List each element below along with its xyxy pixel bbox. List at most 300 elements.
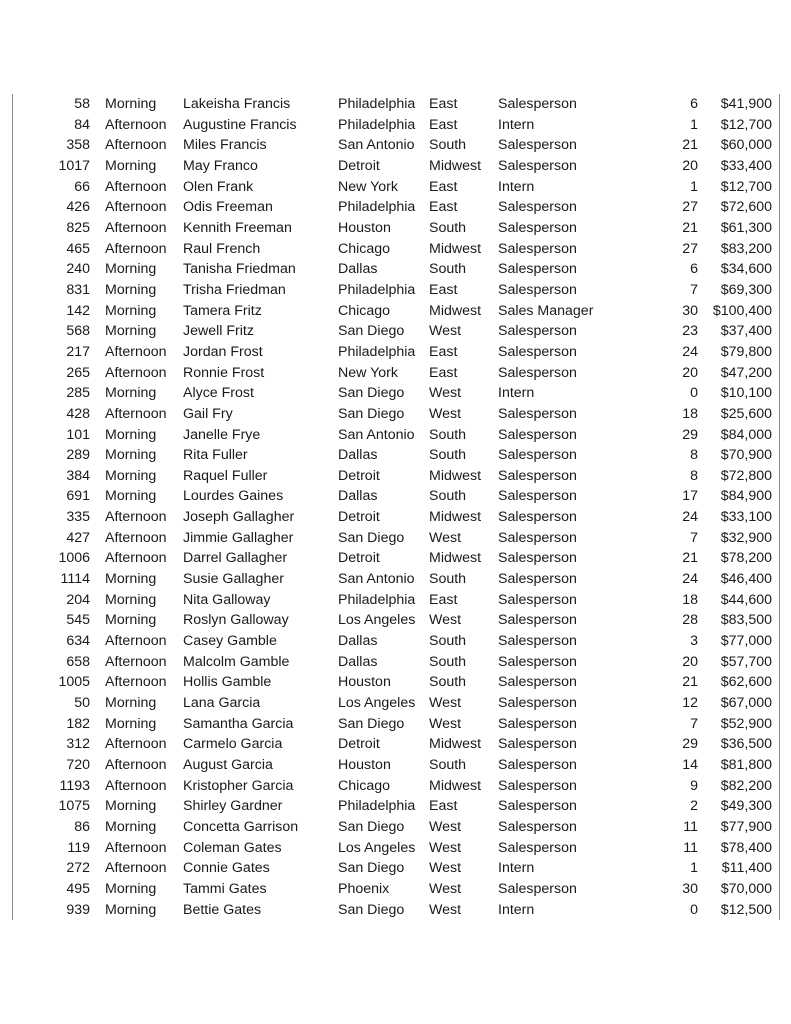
employee-id-cell: 568 [66, 323, 90, 340]
city-cell: San Antonio [338, 137, 415, 154]
region-cell: East [429, 798, 458, 815]
name-cell: Samantha Garcia [183, 715, 294, 732]
region-cell: South [429, 447, 467, 464]
shift-cell: Afternoon [105, 137, 167, 154]
table-row [13, 383, 779, 404]
city-cell: Dallas [338, 447, 378, 464]
years-cell: 17 [682, 488, 698, 505]
name-cell: Kristopher Garcia [183, 777, 294, 794]
table-row [13, 796, 779, 817]
years-cell: 23 [682, 323, 698, 340]
title-cell: Salesperson [498, 633, 577, 650]
name-cell: Rita Fuller [183, 447, 248, 464]
shift-cell: Afternoon [105, 839, 167, 856]
name-cell: Roslyn Galloway [183, 612, 289, 629]
title-cell: Intern [498, 178, 535, 195]
salary-cell: $83,500 [720, 612, 772, 629]
employee-id-cell: 182 [66, 715, 90, 732]
table-row [13, 590, 779, 611]
employee-id-cell: 384 [66, 467, 90, 484]
years-cell: 28 [682, 612, 698, 629]
shift-cell: Morning [105, 612, 157, 629]
employee-id-cell: 272 [66, 860, 90, 877]
salary-cell: $61,300 [720, 219, 772, 236]
table-row [13, 528, 779, 549]
city-cell: Detroit [338, 509, 380, 526]
region-cell: East [429, 364, 458, 381]
years-cell: 3 [690, 633, 698, 650]
table-row [13, 693, 779, 714]
region-cell: East [429, 178, 458, 195]
region-cell: West [429, 385, 462, 402]
employee-id-cell: 1006 [58, 550, 90, 567]
region-cell: South [429, 653, 467, 670]
table-row [13, 404, 779, 425]
years-cell: 30 [682, 302, 698, 319]
employee-id-cell: 1017 [58, 157, 90, 174]
city-cell: Philadelphia [338, 591, 416, 608]
employee-id-cell: 285 [66, 385, 90, 402]
name-cell: Olen Frank [183, 178, 254, 195]
salary-cell: $62,600 [720, 674, 772, 691]
table-row [13, 342, 779, 363]
title-cell: Intern [498, 116, 535, 133]
shift-cell: Afternoon [105, 116, 167, 133]
title-cell: Intern [498, 385, 535, 402]
city-cell: Chicago [338, 240, 391, 257]
name-cell: Miles Francis [183, 137, 267, 154]
table-row [13, 363, 779, 384]
employee-id-cell: 142 [66, 302, 90, 319]
name-cell: Susie Gallagher [183, 571, 284, 588]
years-cell: 21 [682, 550, 698, 567]
employee-id-cell: 427 [66, 529, 90, 546]
years-cell: 30 [682, 880, 698, 897]
years-cell: 20 [682, 653, 698, 670]
title-cell: Salesperson [498, 426, 577, 443]
city-cell: Philadelphia [338, 96, 416, 112]
city-cell: Detroit [338, 550, 380, 567]
city-cell: Philadelphia [338, 199, 416, 216]
title-cell: Salesperson [498, 281, 577, 298]
title-cell: Salesperson [498, 96, 577, 112]
region-cell: South [429, 674, 467, 691]
city-cell: San Diego [338, 860, 405, 877]
title-cell: Salesperson [498, 323, 577, 340]
shift-cell: Afternoon [105, 529, 167, 546]
salary-cell: $77,000 [720, 633, 772, 650]
city-cell: Los Angeles [338, 612, 416, 629]
city-cell: Dallas [338, 633, 378, 650]
region-cell: Midwest [429, 509, 482, 526]
employee-id-cell: 831 [66, 281, 90, 298]
city-cell: Detroit [338, 467, 380, 484]
table-row [13, 569, 779, 590]
salary-cell: $57,700 [720, 653, 772, 670]
table-row [13, 817, 779, 838]
shift-cell: Morning [105, 447, 157, 464]
region-cell: West [429, 695, 462, 712]
employee-id-cell: 691 [66, 488, 90, 505]
years-cell: 9 [690, 777, 698, 794]
title-cell: Salesperson [498, 488, 577, 505]
title-cell: Salesperson [498, 736, 577, 753]
employee-id-cell: 358 [66, 137, 90, 154]
name-cell: Tamera Fritz [183, 302, 262, 319]
name-cell: Janelle Frye [183, 426, 261, 443]
shift-cell: Afternoon [105, 509, 167, 526]
shift-cell: Morning [105, 591, 157, 608]
name-cell: Hollis Gamble [183, 674, 272, 691]
city-cell: Los Angeles [338, 839, 416, 856]
shift-cell: Morning [105, 488, 157, 505]
city-cell: Detroit [338, 736, 380, 753]
years-cell: 1 [690, 178, 698, 195]
salary-cell: $100,400 [712, 302, 772, 319]
name-cell: Concetta Garrison [183, 818, 299, 835]
name-cell: Carmelo Garcia [183, 736, 283, 753]
salary-cell: $84,000 [720, 426, 772, 443]
title-cell: Salesperson [498, 591, 577, 608]
shift-cell: Morning [105, 880, 157, 897]
shift-cell: Morning [105, 798, 157, 815]
city-cell: Chicago [338, 302, 391, 319]
shift-cell: Afternoon [105, 736, 167, 753]
salary-cell: $79,800 [720, 343, 772, 360]
name-cell: Raul French [183, 240, 261, 257]
table-row [13, 755, 779, 776]
salary-cell: $72,600 [720, 199, 772, 216]
region-cell: Midwest [429, 157, 482, 174]
table-row [13, 714, 779, 735]
table-row [13, 156, 779, 177]
years-cell: 2 [690, 798, 698, 815]
name-cell: Joseph Gallagher [183, 509, 295, 526]
employee-id-cell: 1114 [60, 571, 90, 588]
title-cell: Salesperson [498, 343, 577, 360]
shift-cell: Morning [105, 571, 157, 588]
title-cell: Salesperson [498, 137, 577, 154]
shift-cell: Afternoon [105, 633, 167, 650]
title-cell: Salesperson [498, 757, 577, 773]
region-cell: East [429, 281, 458, 298]
title-cell: Salesperson [498, 364, 577, 381]
city-cell: Houston [338, 757, 391, 773]
table-row [13, 858, 779, 879]
years-cell: 7 [690, 281, 698, 298]
salary-cell: $33,100 [720, 509, 772, 526]
region-cell: West [429, 860, 462, 877]
table-row [13, 631, 779, 652]
shift-cell: Morning [105, 323, 157, 340]
years-cell: 24 [682, 343, 698, 360]
name-cell: Jewell Fritz [183, 323, 254, 340]
shift-cell: Afternoon [105, 178, 167, 195]
name-cell: Jimmie Gallagher [183, 529, 294, 546]
years-cell: 1 [690, 860, 698, 877]
employee-id-cell: 50 [74, 695, 90, 712]
years-cell: 11 [683, 818, 698, 835]
shift-cell: Afternoon [105, 199, 167, 216]
title-cell: Salesperson [498, 571, 577, 588]
shift-cell: Afternoon [105, 674, 167, 691]
salary-cell: $82,200 [720, 777, 772, 794]
salary-cell: $33,400 [720, 157, 772, 174]
years-cell: 7 [690, 715, 698, 732]
table-row [13, 776, 779, 797]
city-cell: New York [338, 364, 398, 381]
table-row [13, 610, 779, 631]
table-row [13, 548, 779, 569]
years-cell: 14 [682, 757, 698, 773]
shift-cell: Afternoon [105, 240, 167, 257]
salary-cell: $67,000 [720, 695, 772, 712]
title-cell: Salesperson [498, 674, 577, 691]
salary-cell: $83,200 [720, 240, 772, 257]
employee-id-cell: 465 [66, 240, 90, 257]
city-cell: Chicago [338, 777, 391, 794]
employee-id-cell: 1193 [59, 777, 90, 794]
years-cell: 29 [682, 426, 698, 443]
city-cell: San Diego [338, 529, 405, 546]
years-cell: 20 [682, 157, 698, 174]
city-cell: San Diego [338, 385, 405, 402]
salary-cell: $84,900 [720, 488, 772, 505]
region-cell: East [429, 96, 458, 112]
salary-cell: $37,400 [720, 323, 772, 340]
region-cell: South [429, 137, 467, 154]
salary-cell: $46,400 [720, 571, 772, 588]
title-cell: Intern [498, 901, 535, 918]
salary-cell: $78,400 [720, 839, 772, 856]
salary-cell: $12,700 [720, 116, 772, 133]
name-cell: Lakeisha Francis [183, 96, 291, 112]
title-cell: Salesperson [498, 405, 577, 422]
region-cell: West [429, 405, 462, 422]
table-row [13, 734, 779, 755]
name-cell: Darrel Gallagher [183, 550, 288, 567]
salary-cell: $34,600 [720, 261, 772, 278]
table-row [13, 321, 779, 342]
region-cell: West [429, 715, 462, 732]
years-cell: 6 [690, 96, 698, 112]
employee-id-cell: 265 [66, 364, 90, 381]
employee-id-cell: 66 [74, 178, 90, 195]
name-cell: Lourdes Gaines [183, 488, 284, 505]
region-cell: West [429, 612, 462, 629]
shift-cell: Morning [105, 426, 157, 443]
employee-id-cell: 545 [66, 612, 90, 629]
title-cell: Salesperson [498, 157, 577, 174]
name-cell: Malcolm Gamble [183, 653, 290, 670]
city-cell: San Diego [338, 323, 405, 340]
region-cell: South [429, 633, 467, 650]
city-cell: San Diego [338, 901, 405, 918]
title-cell: Salesperson [498, 529, 577, 546]
years-cell: 18 [682, 591, 698, 608]
title-cell: Salesperson [498, 612, 577, 629]
years-cell: 7 [690, 529, 698, 546]
salary-cell: $44,600 [720, 591, 772, 608]
salary-cell: $52,900 [720, 715, 772, 732]
city-cell: Philadelphia [338, 798, 416, 815]
years-cell: 8 [690, 447, 698, 464]
region-cell: South [429, 261, 467, 278]
years-cell: 12 [682, 695, 698, 712]
name-cell: Shirley Gardner [183, 798, 283, 815]
city-cell: Houston [338, 219, 391, 236]
name-cell: Ronnie Frost [183, 364, 265, 381]
salary-cell: $12,500 [720, 901, 772, 918]
city-cell: Philadelphia [338, 343, 416, 360]
name-cell: Tammi Gates [183, 880, 267, 897]
spreadsheet-page [12, 94, 780, 920]
name-cell: May Franco [183, 157, 258, 174]
employee-id-cell: 240 [66, 261, 90, 278]
city-cell: Dallas [338, 261, 378, 278]
years-cell: 24 [682, 571, 698, 588]
table-row [13, 280, 779, 301]
title-cell: Salesperson [498, 798, 577, 815]
years-cell: 27 [682, 199, 698, 216]
employee-id-cell: 289 [66, 447, 90, 464]
title-cell: Intern [498, 860, 535, 877]
region-cell: East [429, 591, 458, 608]
salary-cell: $32,900 [720, 529, 772, 546]
shift-cell: Morning [105, 695, 157, 712]
city-cell: San Diego [338, 715, 405, 732]
city-cell: Dallas [338, 653, 378, 670]
city-cell: San Antonio [338, 571, 415, 588]
name-cell: Jordan Frost [183, 343, 263, 360]
name-cell: Casey Gamble [183, 633, 277, 650]
shift-cell: Morning [105, 467, 157, 484]
table-row [13, 425, 779, 446]
city-cell: Los Angeles [338, 695, 416, 712]
employee-id-cell: 939 [66, 901, 90, 918]
employee-id-cell: 101 [66, 426, 90, 443]
table-row [13, 445, 779, 466]
employee-id-cell: 428 [66, 405, 90, 422]
title-cell: Salesperson [498, 467, 577, 484]
shift-cell: Morning [105, 385, 157, 402]
salary-cell: $10,100 [720, 385, 772, 402]
region-cell: West [429, 880, 462, 897]
salary-cell: $60,000 [720, 137, 772, 154]
title-cell: Salesperson [498, 199, 577, 216]
title-cell: Salesperson [498, 447, 577, 464]
salary-cell: $11,400 [721, 860, 772, 877]
region-cell: East [429, 116, 458, 133]
table-row [13, 672, 779, 693]
city-cell: Phoenix [338, 880, 390, 897]
shift-cell: Morning [105, 96, 157, 112]
city-cell: San Diego [338, 405, 405, 422]
employee-id-cell: 86 [74, 818, 90, 835]
employee-id-cell: 312 [66, 736, 90, 753]
table-row [13, 177, 779, 198]
city-cell: New York [338, 178, 398, 195]
name-cell: Tanisha Friedman [183, 261, 296, 278]
salary-cell: $70,000 [720, 880, 772, 897]
table-row [13, 218, 779, 239]
years-cell: 21 [682, 674, 698, 691]
city-cell: San Diego [338, 818, 405, 835]
employee-id-cell: 217 [66, 343, 90, 360]
city-cell: Philadelphia [338, 116, 416, 133]
years-cell: 21 [682, 219, 698, 236]
region-cell: South [429, 571, 467, 588]
title-cell: Salesperson [498, 653, 577, 670]
title-cell: Salesperson [498, 695, 577, 712]
title-cell: Sales Manager [498, 302, 594, 319]
name-cell: Connie Gates [183, 860, 270, 877]
years-cell: 0 [690, 901, 698, 918]
title-cell: Salesperson [498, 880, 577, 897]
data-rows [13, 94, 779, 920]
title-cell: Salesperson [498, 839, 577, 856]
title-cell: Salesperson [498, 550, 577, 567]
years-cell: 18 [682, 405, 698, 422]
city-cell: San Antonio [338, 426, 415, 443]
employee-id-cell: 84 [74, 116, 90, 133]
employee-id-cell: 634 [66, 633, 90, 650]
employee-id-cell: 495 [66, 880, 90, 897]
employee-id-cell: 119 [67, 839, 90, 856]
table-row [13, 197, 779, 218]
table-row [13, 259, 779, 280]
region-cell: South [429, 426, 467, 443]
salary-cell: $12,700 [720, 178, 772, 195]
region-cell: South [429, 757, 467, 773]
region-cell: South [429, 488, 467, 505]
region-cell: South [429, 219, 467, 236]
salary-cell: $36,500 [720, 736, 772, 753]
region-cell: West [429, 818, 462, 835]
table-row [13, 301, 779, 322]
table-row [13, 115, 779, 136]
name-cell: Lana Garcia [183, 695, 261, 712]
shift-cell: Afternoon [105, 219, 167, 236]
years-cell: 11 [683, 839, 698, 856]
table-row [13, 879, 779, 900]
employee-id-cell: 720 [66, 757, 90, 773]
name-cell: August Garcia [183, 757, 273, 773]
years-cell: 27 [682, 240, 698, 257]
title-cell: Salesperson [498, 509, 577, 526]
shift-cell: Afternoon [105, 364, 167, 381]
shift-cell: Afternoon [105, 405, 167, 422]
region-cell: West [429, 529, 462, 546]
table-row [13, 486, 779, 507]
table-row [13, 239, 779, 260]
years-cell: 20 [682, 364, 698, 381]
region-cell: Midwest [429, 736, 482, 753]
title-cell: Salesperson [498, 777, 577, 794]
shift-cell: Afternoon [105, 343, 167, 360]
years-cell: 8 [690, 467, 698, 484]
city-cell: Philadelphia [338, 281, 416, 298]
shift-cell: Morning [105, 818, 157, 835]
employee-id-cell: 204 [66, 591, 90, 608]
employee-id-cell: 1075 [58, 798, 90, 815]
title-cell: Salesperson [498, 715, 577, 732]
title-cell: Salesperson [498, 219, 577, 236]
region-cell: Midwest [429, 777, 482, 794]
name-cell: Trisha Friedman [183, 281, 286, 298]
table-row [13, 466, 779, 487]
years-cell: 29 [682, 736, 698, 753]
